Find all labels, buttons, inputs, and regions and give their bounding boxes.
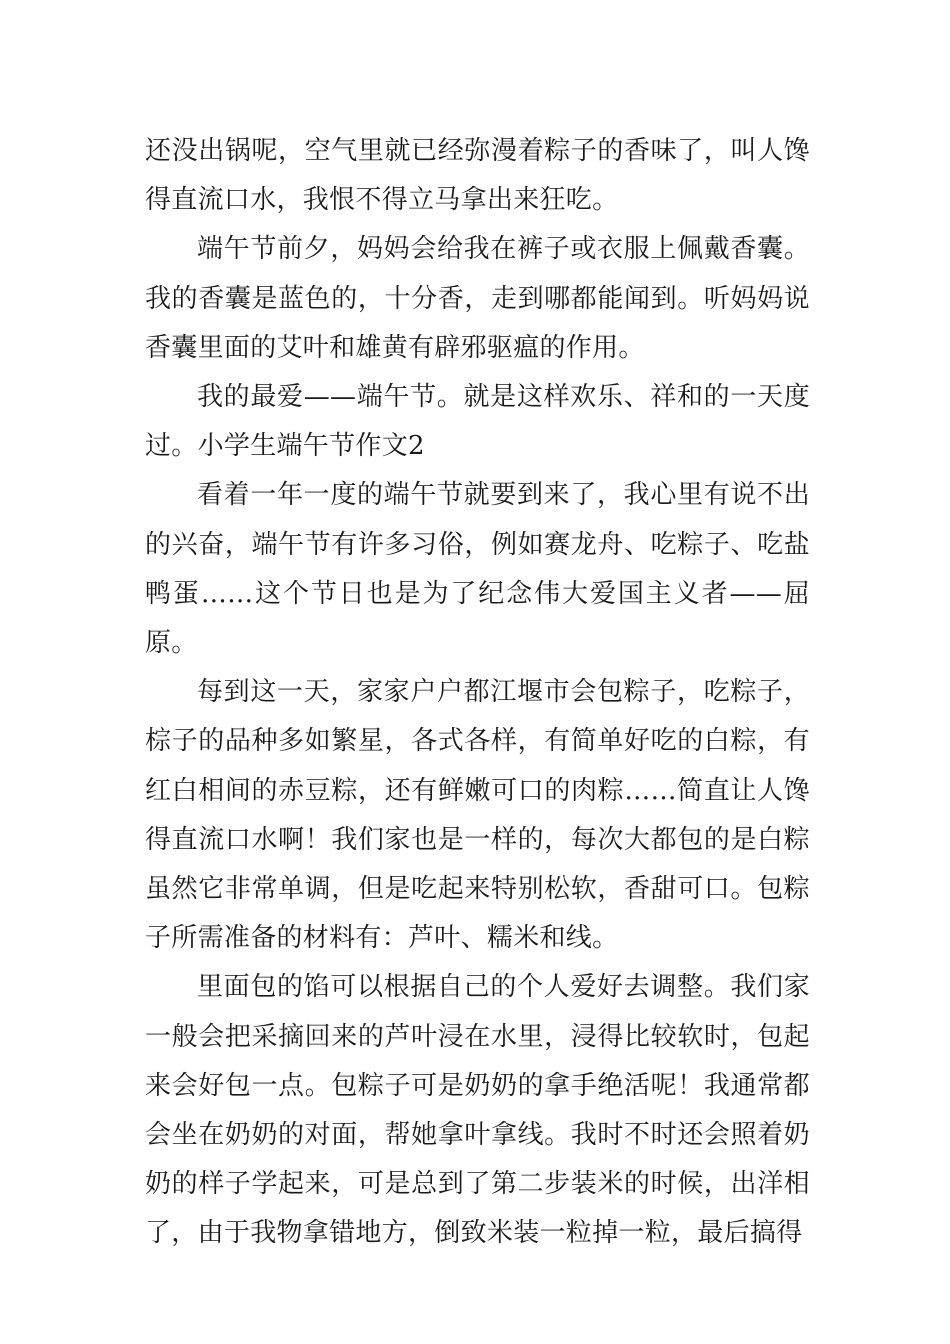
paragraph-continuation: 还没出锅呢，空气里就已经弥漫着粽子的香味了，叫人馋得直流口水，我恨不得立马拿出来狂吃。: [145, 136, 810, 216]
paragraph-wrapping-zongzi: 里面包的馅可以根据自己的个人爱好去调整。我们家一般会把采摘回来的芦叶浸在水里，浸得比较软时，包起来会好包一点。包粽子可是奶奶的拿手绝活呢！我通常都会坐在奶奶的对面，帮她拿叶拿线。我时不时还会照着奶奶的样子学起来，可是总到了第二步装米的时候，出洋相了，由于我物拿错地方，倒致米装一粒掉一粒，最后搞得: [145, 972, 810, 1249]
paragraph-festival-intro: 看着一年一度的端午节就要到来了，我心里有说不出的兴奋，端午节有许多习俗，例如赛龙舟、吃粽子、吃盐鸭蛋……这个节日也是为了纪念伟大爱国主义者——屈原。: [145, 480, 810, 659]
paragraph-zongzi-varieties: 每到这一天，家家户户都江堰市会包粽子，吃粽子，棕子的品种多如繁星，各式各样，有简单好吃的白粽，有红白相间的赤豆粽，还有鲜嫩可口的肉粽……简直让人馋得直流口水啊！我们家也是一样的，每次大都包的是白粽虽然它非常单调，但是吃起来特别松软，香甜可口。包粽子所需准备的材料有：芦叶、糯米和线。: [145, 677, 810, 954]
essay-body: [145, 127, 810, 1259]
paragraph-sachet: 端午节前夕，妈妈会给我在裤子或衣服上佩戴香囊。我的香囊是蓝色的，十分香，走到哪都能闻到。听妈妈说香囊里面的艾叶和雄黄有辟邪驱瘟的作用。: [145, 234, 810, 363]
paragraph-conclusion: 我的最爱——端午节。就是这样欢乐、祥和的一天度过。小学生端午节作文2: [145, 382, 810, 462]
